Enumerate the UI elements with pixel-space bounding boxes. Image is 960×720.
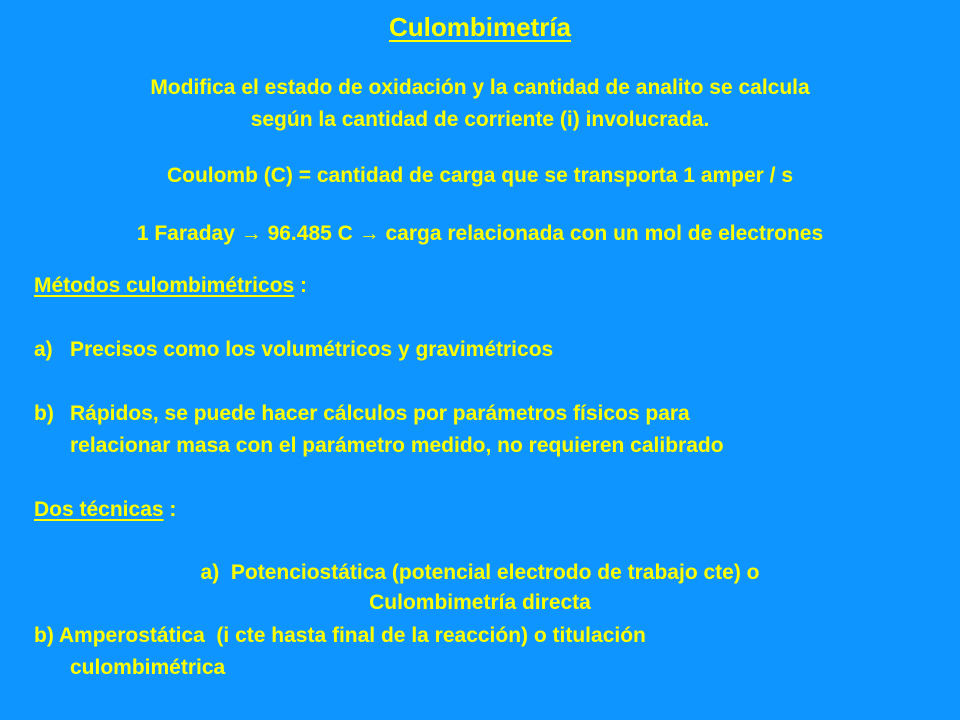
techniques-heading-text: Dos técnicas (34, 498, 164, 521)
intro-line-2: según la cantidad de corriente (i) involucrada. (250, 108, 710, 131)
list-marker: a) (34, 338, 53, 361)
faraday-description: carga relacionada con un mol de electrones (385, 222, 824, 245)
intro-paragraph (20, 72, 940, 136)
methods-heading-text: Métodos culombimétricos (34, 274, 295, 297)
methods-heading-colon: : (294, 274, 308, 297)
techniques-heading-colon: : (163, 498, 177, 521)
technique-a-line-2: Culombimetría directa (369, 591, 591, 614)
right-arrow-icon: → (358, 222, 380, 245)
techniques-heading (34, 494, 176, 526)
technique-a-line-1 (20, 558, 940, 588)
right-arrow-icon: → (240, 222, 262, 245)
technique-a-marker: a) (200, 561, 220, 584)
methods-heading (34, 270, 307, 302)
list-item (34, 334, 553, 366)
list-item-text: Precisos como los volumétricos y gravimétricos (70, 338, 554, 361)
faraday-statement (20, 218, 940, 250)
list-item (34, 398, 934, 462)
technique-a-text: Potenciostática (potencial electrodo de trabajo cte) o (230, 561, 760, 584)
list-marker: b) (34, 402, 54, 425)
list-item-line-1: Rápidos, se puede hacer cálculos por parámetros físicos para (70, 402, 690, 425)
slide-title: Culombimetría (388, 12, 572, 42)
technique-b (34, 620, 914, 684)
faraday-value: 96.485 C (267, 222, 353, 245)
intro-line-1: Modifica el estado de oxidación y la cantidad de analito se calcula (150, 76, 810, 99)
technique-a (20, 558, 940, 618)
technique-b-line-2: culombimétrica (70, 656, 226, 679)
faraday-unit: 1 Faraday (136, 222, 235, 245)
coulomb-definition: Coulomb (C) = cantidad de carga que se transporta 1 amper / s (166, 164, 794, 187)
list-item-text (70, 398, 724, 462)
technique-b-line-1: b) Amperostática (i cte hasta final de la reacción) o titulación (34, 624, 646, 647)
list-item-line-2: relacionar masa con el parámetro medido, no requieren calibrado (70, 434, 724, 457)
